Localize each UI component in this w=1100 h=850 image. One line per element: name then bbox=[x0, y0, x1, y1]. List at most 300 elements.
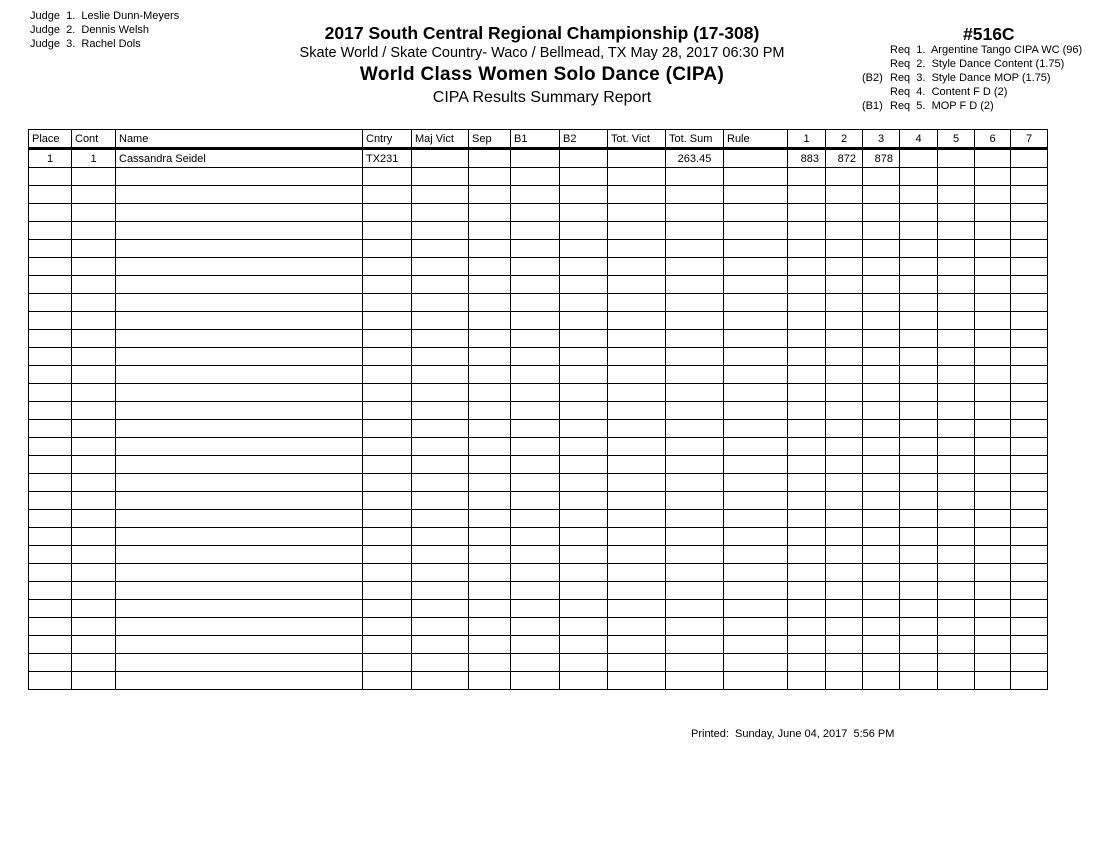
empty-cell bbox=[72, 492, 116, 510]
empty-cell bbox=[560, 528, 608, 546]
table-row-empty bbox=[29, 330, 1048, 348]
empty-cell bbox=[975, 600, 1011, 618]
empty-cell bbox=[975, 204, 1011, 222]
table-row-empty bbox=[29, 276, 1048, 294]
empty-cell bbox=[412, 330, 469, 348]
empty-cell bbox=[29, 510, 72, 528]
empty-cell bbox=[826, 402, 863, 420]
empty-cell bbox=[608, 348, 666, 366]
empty-cell bbox=[938, 168, 975, 186]
empty-cell bbox=[826, 654, 863, 672]
empty-cell bbox=[724, 564, 788, 582]
empty-cell bbox=[469, 564, 511, 582]
empty-cell bbox=[938, 564, 975, 582]
requirement-4: Req 4. Content F D (2) bbox=[890, 86, 1008, 98]
empty-cell bbox=[116, 492, 363, 510]
empty-cell bbox=[608, 222, 666, 240]
empty-cell bbox=[116, 258, 363, 276]
empty-cell bbox=[72, 546, 116, 564]
report-title: CIPA Results Summary Report bbox=[432, 89, 652, 106]
empty-cell bbox=[724, 546, 788, 564]
empty-cell bbox=[1011, 456, 1048, 474]
empty-cell bbox=[826, 492, 863, 510]
empty-cell bbox=[666, 420, 724, 438]
empty-cell bbox=[412, 168, 469, 186]
empty-cell bbox=[363, 222, 412, 240]
empty-cell bbox=[511, 636, 560, 654]
empty-cell bbox=[863, 654, 900, 672]
empty-cell bbox=[900, 402, 938, 420]
empty-cell bbox=[116, 564, 363, 582]
empty-cell bbox=[975, 438, 1011, 456]
table-row bbox=[29, 149, 1048, 168]
empty-cell bbox=[938, 438, 975, 456]
empty-cell bbox=[975, 528, 1011, 546]
empty-cell bbox=[975, 492, 1011, 510]
empty-cell bbox=[724, 456, 788, 474]
empty-cell bbox=[72, 330, 116, 348]
empty-cell bbox=[788, 402, 826, 420]
empty-cell bbox=[29, 546, 72, 564]
empty-cell bbox=[116, 168, 363, 186]
empty-cell bbox=[72, 474, 116, 492]
empty-cell bbox=[863, 492, 900, 510]
empty-cell bbox=[116, 420, 363, 438]
empty-cell bbox=[72, 276, 116, 294]
empty-cell bbox=[724, 294, 788, 312]
empty-cell bbox=[975, 348, 1011, 366]
empty-cell bbox=[116, 636, 363, 654]
empty-cell bbox=[666, 438, 724, 456]
table-row-empty bbox=[29, 636, 1048, 654]
empty-cell bbox=[1011, 384, 1048, 402]
empty-cell bbox=[938, 420, 975, 438]
empty-cell bbox=[938, 672, 975, 690]
empty-cell bbox=[975, 186, 1011, 204]
empty-cell bbox=[826, 276, 863, 294]
empty-cell bbox=[1011, 654, 1048, 672]
empty-cell bbox=[469, 546, 511, 564]
empty-cell bbox=[1011, 546, 1048, 564]
empty-cell bbox=[608, 186, 666, 204]
empty-cell bbox=[511, 312, 560, 330]
empty-cell bbox=[511, 654, 560, 672]
empty-cell bbox=[900, 438, 938, 456]
empty-cell bbox=[412, 438, 469, 456]
requirement-1: Req 1. Argentine Tango CIPA WC (96) bbox=[890, 44, 1083, 56]
empty-cell bbox=[666, 384, 724, 402]
table-row-empty bbox=[29, 546, 1048, 564]
empty-cell bbox=[826, 600, 863, 618]
empty-cell bbox=[938, 456, 975, 474]
empty-cell bbox=[666, 222, 724, 240]
empty-cell bbox=[666, 492, 724, 510]
empty-cell bbox=[412, 474, 469, 492]
empty-cell bbox=[116, 474, 363, 492]
empty-cell bbox=[666, 186, 724, 204]
empty-cell bbox=[29, 294, 72, 312]
empty-cell bbox=[863, 402, 900, 420]
empty-cell bbox=[1011, 492, 1048, 510]
empty-cell bbox=[511, 582, 560, 600]
empty-cell bbox=[788, 240, 826, 258]
empty-cell bbox=[608, 312, 666, 330]
cell-judge-4 bbox=[900, 149, 938, 168]
empty-cell bbox=[938, 654, 975, 672]
empty-cell bbox=[72, 348, 116, 366]
empty-cell bbox=[116, 582, 363, 600]
empty-cell bbox=[116, 240, 363, 258]
empty-cell bbox=[363, 636, 412, 654]
empty-cell bbox=[900, 276, 938, 294]
table-row-empty bbox=[29, 564, 1048, 582]
empty-cell bbox=[72, 600, 116, 618]
empty-cell bbox=[938, 474, 975, 492]
empty-cell bbox=[666, 348, 724, 366]
empty-cell bbox=[938, 402, 975, 420]
empty-cell bbox=[511, 672, 560, 690]
empty-cell bbox=[938, 492, 975, 510]
empty-cell bbox=[412, 186, 469, 204]
empty-cell bbox=[412, 312, 469, 330]
empty-cell bbox=[1011, 186, 1048, 204]
empty-cell bbox=[469, 258, 511, 276]
empty-cell bbox=[1011, 564, 1048, 582]
empty-cell bbox=[788, 636, 826, 654]
cell-sep bbox=[469, 149, 511, 168]
empty-cell bbox=[363, 258, 412, 276]
empty-cell bbox=[511, 186, 560, 204]
empty-cell bbox=[975, 546, 1011, 564]
empty-cell bbox=[560, 636, 608, 654]
empty-cell bbox=[608, 168, 666, 186]
empty-cell bbox=[608, 294, 666, 312]
empty-cell bbox=[412, 546, 469, 564]
empty-cell bbox=[511, 222, 560, 240]
empty-cell bbox=[666, 456, 724, 474]
empty-cell bbox=[72, 240, 116, 258]
class-title: World Class Women Solo Dance (CIPA) bbox=[359, 64, 725, 85]
empty-cell bbox=[900, 420, 938, 438]
empty-cell bbox=[826, 420, 863, 438]
empty-cell bbox=[826, 348, 863, 366]
empty-cell bbox=[788, 276, 826, 294]
empty-cell bbox=[1011, 222, 1048, 240]
empty-cell bbox=[788, 528, 826, 546]
cell-judge-6 bbox=[975, 149, 1011, 168]
empty-cell bbox=[666, 294, 724, 312]
empty-cell bbox=[363, 384, 412, 402]
empty-cell bbox=[469, 384, 511, 402]
table-row-empty bbox=[29, 384, 1048, 402]
empty-cell bbox=[116, 618, 363, 636]
empty-cell bbox=[975, 618, 1011, 636]
cell-maj-vict bbox=[412, 149, 469, 168]
empty-cell bbox=[116, 438, 363, 456]
empty-cell bbox=[826, 672, 863, 690]
empty-cell bbox=[938, 618, 975, 636]
empty-cell bbox=[29, 204, 72, 222]
cell-judge-7 bbox=[1011, 149, 1048, 168]
empty-cell bbox=[900, 348, 938, 366]
cell-judge-5 bbox=[938, 149, 975, 168]
empty-cell bbox=[900, 474, 938, 492]
empty-cell bbox=[608, 402, 666, 420]
empty-cell bbox=[469, 402, 511, 420]
empty-cell bbox=[560, 222, 608, 240]
col-cntry: Cntry bbox=[363, 130, 412, 149]
empty-cell bbox=[412, 204, 469, 222]
empty-cell bbox=[363, 240, 412, 258]
venue-line: Skate World / Skate Country- Waco / Bellmead, TX May 28, 2017 06:30 PM bbox=[299, 45, 785, 61]
empty-cell bbox=[724, 348, 788, 366]
empty-cell bbox=[975, 474, 1011, 492]
empty-cell bbox=[363, 474, 412, 492]
empty-cell bbox=[900, 168, 938, 186]
empty-cell bbox=[469, 168, 511, 186]
empty-cell bbox=[511, 510, 560, 528]
empty-cell bbox=[412, 618, 469, 636]
empty-cell bbox=[29, 186, 72, 204]
empty-cell bbox=[560, 564, 608, 582]
table-row-empty bbox=[29, 582, 1048, 600]
empty-cell bbox=[469, 510, 511, 528]
empty-cell bbox=[72, 168, 116, 186]
empty-cell bbox=[666, 366, 724, 384]
cell-cntry: TX231 bbox=[363, 149, 412, 168]
empty-cell bbox=[666, 276, 724, 294]
empty-cell bbox=[608, 510, 666, 528]
col-place: Place bbox=[29, 130, 72, 149]
empty-cell bbox=[938, 204, 975, 222]
empty-cell bbox=[788, 420, 826, 438]
empty-cell bbox=[560, 384, 608, 402]
empty-cell bbox=[560, 312, 608, 330]
empty-cell bbox=[116, 186, 363, 204]
empty-cell bbox=[863, 222, 900, 240]
empty-cell bbox=[826, 168, 863, 186]
empty-cell bbox=[788, 672, 826, 690]
table-row-empty bbox=[29, 186, 1048, 204]
empty-cell bbox=[363, 204, 412, 222]
table-row-empty bbox=[29, 222, 1048, 240]
empty-cell bbox=[666, 528, 724, 546]
empty-cell bbox=[666, 240, 724, 258]
empty-cell bbox=[900, 240, 938, 258]
col-rule: Rule bbox=[724, 130, 788, 149]
empty-cell bbox=[116, 546, 363, 564]
empty-cell bbox=[29, 312, 72, 330]
empty-cell bbox=[938, 330, 975, 348]
col-b2: B2 bbox=[560, 130, 608, 149]
empty-cell bbox=[724, 474, 788, 492]
empty-cell bbox=[1011, 420, 1048, 438]
empty-cell bbox=[72, 582, 116, 600]
empty-cell bbox=[938, 510, 975, 528]
col-judge-2: 2 bbox=[826, 130, 863, 149]
empty-cell bbox=[788, 618, 826, 636]
empty-cell bbox=[363, 276, 412, 294]
empty-cell bbox=[724, 402, 788, 420]
empty-cell bbox=[724, 510, 788, 528]
empty-cell bbox=[29, 564, 72, 582]
empty-cell bbox=[29, 222, 72, 240]
empty-cell bbox=[788, 222, 826, 240]
col-judge-6: 6 bbox=[975, 130, 1011, 149]
col-maj-vict: Maj Vict bbox=[412, 130, 469, 149]
empty-cell bbox=[724, 330, 788, 348]
empty-cell bbox=[363, 528, 412, 546]
empty-cell bbox=[29, 402, 72, 420]
empty-cell bbox=[788, 330, 826, 348]
empty-cell bbox=[975, 654, 1011, 672]
empty-cell bbox=[363, 294, 412, 312]
printed-timestamp: Printed: Sunday, June 04, 2017 5:56 PM bbox=[691, 728, 895, 740]
table-row-empty bbox=[29, 240, 1048, 258]
empty-cell bbox=[975, 510, 1011, 528]
empty-cell bbox=[29, 366, 72, 384]
empty-cell bbox=[1011, 366, 1048, 384]
judges-list bbox=[30, 9, 179, 51]
empty-cell bbox=[511, 294, 560, 312]
empty-cell bbox=[72, 312, 116, 330]
empty-cell bbox=[863, 528, 900, 546]
empty-cell bbox=[938, 240, 975, 258]
empty-cell bbox=[863, 312, 900, 330]
empty-cell bbox=[666, 330, 724, 348]
cell-tot-vict bbox=[608, 149, 666, 168]
empty-cell bbox=[900, 186, 938, 204]
empty-cell bbox=[666, 258, 724, 276]
empty-cell bbox=[900, 582, 938, 600]
empty-cell bbox=[116, 330, 363, 348]
empty-cell bbox=[363, 618, 412, 636]
empty-cell bbox=[116, 366, 363, 384]
requirement-2: Req 2. Style Dance Content (1.75) bbox=[890, 58, 1065, 70]
empty-cell bbox=[863, 546, 900, 564]
table-header-row bbox=[29, 130, 1048, 149]
empty-cell bbox=[863, 384, 900, 402]
empty-cell bbox=[863, 600, 900, 618]
empty-cell bbox=[511, 276, 560, 294]
empty-cell bbox=[938, 546, 975, 564]
empty-cell bbox=[826, 258, 863, 276]
empty-cell bbox=[975, 168, 1011, 186]
empty-cell bbox=[1011, 258, 1048, 276]
empty-cell bbox=[826, 186, 863, 204]
empty-cell bbox=[788, 600, 826, 618]
empty-cell bbox=[72, 672, 116, 690]
empty-cell bbox=[608, 276, 666, 294]
empty-cell bbox=[412, 528, 469, 546]
empty-cell bbox=[560, 474, 608, 492]
results-table bbox=[28, 129, 1048, 690]
empty-cell bbox=[511, 168, 560, 186]
empty-cell bbox=[560, 492, 608, 510]
empty-cell bbox=[469, 294, 511, 312]
empty-cell bbox=[511, 366, 560, 384]
cell-tot-sum: 263.45 bbox=[666, 149, 724, 168]
empty-cell bbox=[412, 348, 469, 366]
empty-cell bbox=[724, 366, 788, 384]
empty-cell bbox=[560, 672, 608, 690]
empty-cell bbox=[900, 312, 938, 330]
empty-cell bbox=[72, 258, 116, 276]
empty-cell bbox=[363, 564, 412, 582]
empty-cell bbox=[72, 384, 116, 402]
cell-name: Cassandra Seidel bbox=[116, 149, 363, 168]
empty-cell bbox=[1011, 474, 1048, 492]
empty-cell bbox=[412, 510, 469, 528]
empty-cell bbox=[608, 366, 666, 384]
empty-cell bbox=[363, 168, 412, 186]
table-row-empty bbox=[29, 456, 1048, 474]
empty-cell bbox=[608, 564, 666, 582]
empty-cell bbox=[900, 546, 938, 564]
empty-cell bbox=[724, 240, 788, 258]
empty-cell bbox=[788, 258, 826, 276]
empty-cell bbox=[826, 366, 863, 384]
empty-cell bbox=[412, 492, 469, 510]
col-tot-vict: Tot. Vict bbox=[608, 130, 666, 149]
empty-cell bbox=[511, 258, 560, 276]
empty-cell bbox=[724, 186, 788, 204]
empty-cell bbox=[900, 654, 938, 672]
empty-cell bbox=[666, 402, 724, 420]
empty-cell bbox=[363, 600, 412, 618]
empty-cell bbox=[412, 636, 469, 654]
empty-cell bbox=[412, 384, 469, 402]
empty-cell bbox=[1011, 618, 1048, 636]
empty-cell bbox=[724, 528, 788, 546]
empty-cell bbox=[72, 528, 116, 546]
empty-cell bbox=[560, 582, 608, 600]
empty-cell bbox=[560, 240, 608, 258]
empty-cell bbox=[608, 420, 666, 438]
empty-cell bbox=[469, 438, 511, 456]
table-row-empty bbox=[29, 402, 1048, 420]
empty-cell bbox=[826, 384, 863, 402]
table-row-empty bbox=[29, 600, 1048, 618]
empty-cell bbox=[1011, 600, 1048, 618]
empty-cell bbox=[863, 618, 900, 636]
empty-cell bbox=[724, 654, 788, 672]
empty-cell bbox=[900, 600, 938, 618]
empty-cell bbox=[975, 330, 1011, 348]
empty-cell bbox=[863, 474, 900, 492]
empty-cell bbox=[666, 312, 724, 330]
empty-cell bbox=[975, 420, 1011, 438]
empty-cell bbox=[412, 240, 469, 258]
report-header bbox=[260, 22, 824, 108]
empty-cell bbox=[863, 420, 900, 438]
empty-cell bbox=[469, 420, 511, 438]
empty-cell bbox=[666, 564, 724, 582]
empty-cell bbox=[608, 384, 666, 402]
empty-cell bbox=[900, 618, 938, 636]
empty-cell bbox=[1011, 636, 1048, 654]
empty-cell bbox=[826, 456, 863, 474]
empty-cell bbox=[724, 420, 788, 438]
empty-cell bbox=[863, 168, 900, 186]
empty-cell bbox=[363, 438, 412, 456]
empty-cell bbox=[863, 204, 900, 222]
empty-cell bbox=[363, 366, 412, 384]
empty-cell bbox=[863, 330, 900, 348]
requirements-list bbox=[862, 43, 1082, 113]
empty-cell bbox=[1011, 672, 1048, 690]
empty-cell bbox=[511, 618, 560, 636]
